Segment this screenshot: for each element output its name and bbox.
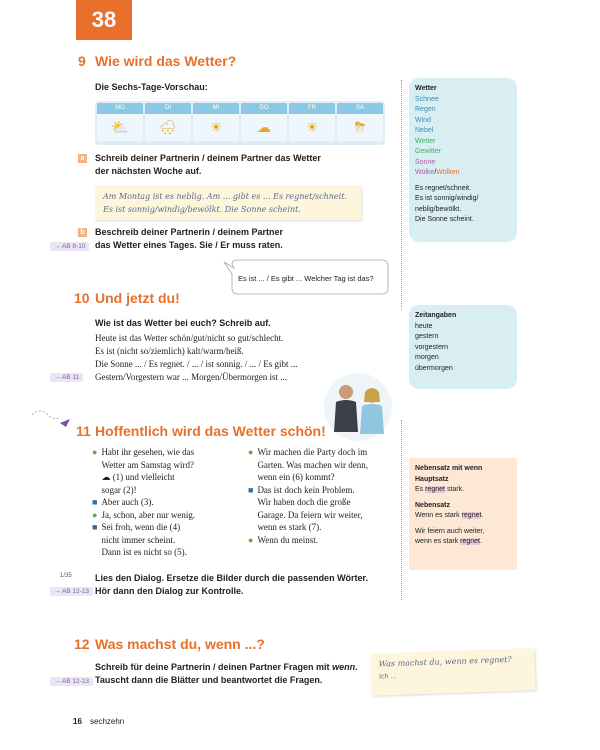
section-12-title: Was machst du, wenn ...? xyxy=(95,636,265,652)
exercise-letter-a: a xyxy=(78,154,87,163)
section-9-number: 9 xyxy=(78,53,86,69)
forecast-day xyxy=(289,103,335,141)
forecast-day-label: MI xyxy=(193,103,239,114)
weather-word: Wolke xyxy=(415,169,435,176)
speaker-a-bullet: ● xyxy=(92,447,98,457)
dialog-line: Sei froh, wenn die (4) xyxy=(101,522,181,532)
dialog-line: nicht immer scheint. xyxy=(101,534,176,545)
grammar-box-wenn xyxy=(409,458,517,570)
weather-vocabulary-box xyxy=(409,78,517,242)
time-word: gestern xyxy=(415,333,439,340)
sub-clause-label: Nebensatz xyxy=(415,501,451,509)
section-12-number: 12 xyxy=(74,636,90,652)
dialog-line: ☁ (1) und vielleicht xyxy=(101,472,175,482)
time-expressions-box xyxy=(409,305,517,389)
speaker-a-bullet: ● xyxy=(248,534,254,545)
exercise-letter-b: b xyxy=(78,228,87,237)
forecast-subtitle: Die Sechs-Tage-Vorschau: xyxy=(95,82,208,92)
weather-word: Regen xyxy=(415,106,436,113)
speaker-b-bullet: ■ xyxy=(248,484,254,495)
note-line: Es ist sonnig/windig/bewölkt. Die Sonne scheint. xyxy=(103,205,301,214)
six-day-forecast xyxy=(95,101,385,145)
forecast-day xyxy=(193,103,239,141)
weather-box-title: Wetter xyxy=(415,85,437,92)
dialog-line: Habt ihr gesehen, wie das xyxy=(101,447,195,457)
weather-example: neblig/bewölkt. xyxy=(415,205,462,213)
task-12-line2: Tauscht dann die Blätter und beantwortet die Fragen. xyxy=(95,675,323,685)
task-9b-line1: Beschreib deiner Partnerin / deinem Partner xyxy=(95,227,284,237)
weather-example: Es regnet/schneit. xyxy=(415,184,472,192)
time-box-title: Zeitangaben xyxy=(415,312,457,319)
forecast-day-label: SA xyxy=(337,103,383,114)
sun-rain-icon: ☀ xyxy=(289,114,335,141)
dialog-right-column xyxy=(248,446,398,546)
main-clause-example: Es regnet stark. xyxy=(415,486,465,493)
phrase-line: Gestern/Vorgestern war ... Morgen/Übermorgen ist ... xyxy=(95,372,288,382)
grammar-title: Nebensatz mit wenn xyxy=(415,465,483,472)
windsock-sun-icon: ☀ xyxy=(193,114,239,141)
combined-example: wenn es stark regnet. xyxy=(415,538,482,545)
page-number: 16 xyxy=(73,717,82,726)
weather-word-pair xyxy=(415,168,511,179)
workbook-reference: → AB 12-13 xyxy=(50,587,93,596)
forecast-day xyxy=(241,103,287,141)
forecast-day xyxy=(145,103,191,141)
workbook-reference: → AB 11 xyxy=(50,373,83,382)
forecast-day-label: MO xyxy=(97,103,143,114)
dialog-line: Wenn du meinst. xyxy=(257,534,318,545)
weather-word: Wind xyxy=(415,116,431,124)
workbook-reference: → AB 12-13 xyxy=(50,677,93,686)
weather-example: Die Sonne scheint. xyxy=(415,216,474,223)
combined-example: Wir feiern auch weiter, xyxy=(415,527,485,535)
sub-clause-example: Wenn es stark regnet. xyxy=(415,512,484,519)
task-11-line1: Lies den Dialog. Ersetze die Bilder durch die passenden Wörter. xyxy=(95,573,369,583)
dialog-left-column xyxy=(92,446,242,559)
forecast-day-label: DI xyxy=(145,103,191,114)
example-note-12 xyxy=(370,648,535,696)
time-word: vorgestern xyxy=(415,343,449,351)
forecast-day-label: FR xyxy=(289,103,335,114)
weather-word: Wetter xyxy=(415,137,436,145)
dialog-line: Wetter am Samstag wird? xyxy=(101,459,194,470)
speaker-a-bullet: ● xyxy=(248,447,254,457)
sun-cloud-icon: ⛅ xyxy=(97,114,143,141)
sidebar-divider xyxy=(401,80,402,310)
weather-word: Sonne xyxy=(415,158,436,166)
speech-bubble-text: Es ist ... / Es gibt ... Welcher Tag ist das? xyxy=(238,274,374,283)
dialog-line: Ja, schon, aber nur wenig. xyxy=(101,509,196,520)
weather-example: Es ist sonnig/windig/ xyxy=(415,195,479,202)
dialog-line: Garage. Da feiern wir weiter, xyxy=(257,509,363,520)
task-11-line2: Hör dann den Dialog zur Kontrolle. xyxy=(95,586,244,596)
dialog-line: Dann ist es nicht so (5). xyxy=(101,547,187,557)
people-photo xyxy=(318,372,398,442)
note-question: Was machst du, wenn es regnet? xyxy=(378,654,512,669)
phrase-line: Die Sonne ... / Es regnet. / ... / ist sonnig. / ... / Es gibt ... xyxy=(95,359,298,369)
task-9a-line2: der nächsten Woche auf. xyxy=(95,166,202,176)
time-word: morgen xyxy=(415,354,439,361)
dialog-line: Garten. Was machen wir denn, xyxy=(257,459,369,470)
rain-cloud-icon: 🌧 xyxy=(145,114,191,141)
forecast-day xyxy=(337,103,383,141)
weather-picture-icon: ☁ xyxy=(101,472,111,482)
dialog-line: wenn ein (6) kommt? xyxy=(257,472,335,482)
section-11-number: 11 xyxy=(76,423,91,439)
task-9a-line1: Schreib deiner Partnerin / deinem Partner das Wetter xyxy=(95,153,321,163)
slash: / xyxy=(434,169,437,176)
unit-number-badge: 38 xyxy=(76,0,132,40)
dialog-line: Wir haben doch die große xyxy=(257,497,351,507)
dialog-line: wenn es stark (7). xyxy=(257,522,322,532)
audio-track-label: 1/35 xyxy=(60,573,72,579)
phrase-line: Heute ist das Wetter schön/gut/nicht so gut/schlecht. xyxy=(95,333,284,343)
section-11-title: Hoffentlich wird das Wetter schön! xyxy=(95,423,326,439)
speaker-b-bullet: ■ xyxy=(92,497,98,507)
dialog-line: Wir machen die Party doch im xyxy=(257,447,368,457)
weather-word: Gewitter xyxy=(415,148,442,155)
sidebar-divider xyxy=(401,420,402,600)
workbook-reference: → AB 8-10 xyxy=(50,242,89,251)
example-note-9a xyxy=(95,186,361,220)
note-line: Am Montag ist es neblig. Am ... gibt es ... Es regnet/schneit. xyxy=(103,192,347,201)
speaker-b-bullet: ■ xyxy=(92,522,98,532)
note-answer: Ich ... xyxy=(379,672,397,681)
task-9b-line2: das Wetter eines Tages. Sie / Er muss raten. xyxy=(95,240,283,250)
weather-word: Nebel xyxy=(415,127,434,134)
phrase-line: Es ist (nicht so/ziemlich) kalt/warm/heiß. xyxy=(95,346,244,356)
page-number-word: sechzehn xyxy=(90,717,125,726)
main-clause-label: Hauptsatz xyxy=(415,475,449,483)
time-word: heute xyxy=(415,322,433,330)
weather-word: Schnee xyxy=(415,95,439,103)
forecast-day-label: DO xyxy=(241,103,287,114)
cloud-lightning-icon: ⛈ xyxy=(337,114,383,141)
dialog-line: sogar (2)! xyxy=(101,484,137,495)
bird-icon xyxy=(30,405,72,435)
speaker-a-bullet: ● xyxy=(92,509,98,520)
section-10-number: 10 xyxy=(74,290,90,306)
section-10-title: Und jetzt du! xyxy=(95,290,180,306)
dialog-line: Das ist doch kein Problem. xyxy=(257,484,355,495)
section-10-prompt: Wie ist das Wetter bei euch? Schreib auf. xyxy=(95,318,271,328)
forecast-day xyxy=(97,103,143,141)
section-9-title: Wie wird das Wetter? xyxy=(95,53,237,69)
time-word: übermorgen xyxy=(415,364,453,372)
weather-word: Wolken xyxy=(436,169,460,176)
dialog-line: Aber auch (3). xyxy=(101,497,154,507)
task-12-line1: Schreib für deine Partnerin / deinen Partner Fragen mit wenn. xyxy=(95,662,358,672)
cloud-icon: ☁ xyxy=(241,114,287,141)
